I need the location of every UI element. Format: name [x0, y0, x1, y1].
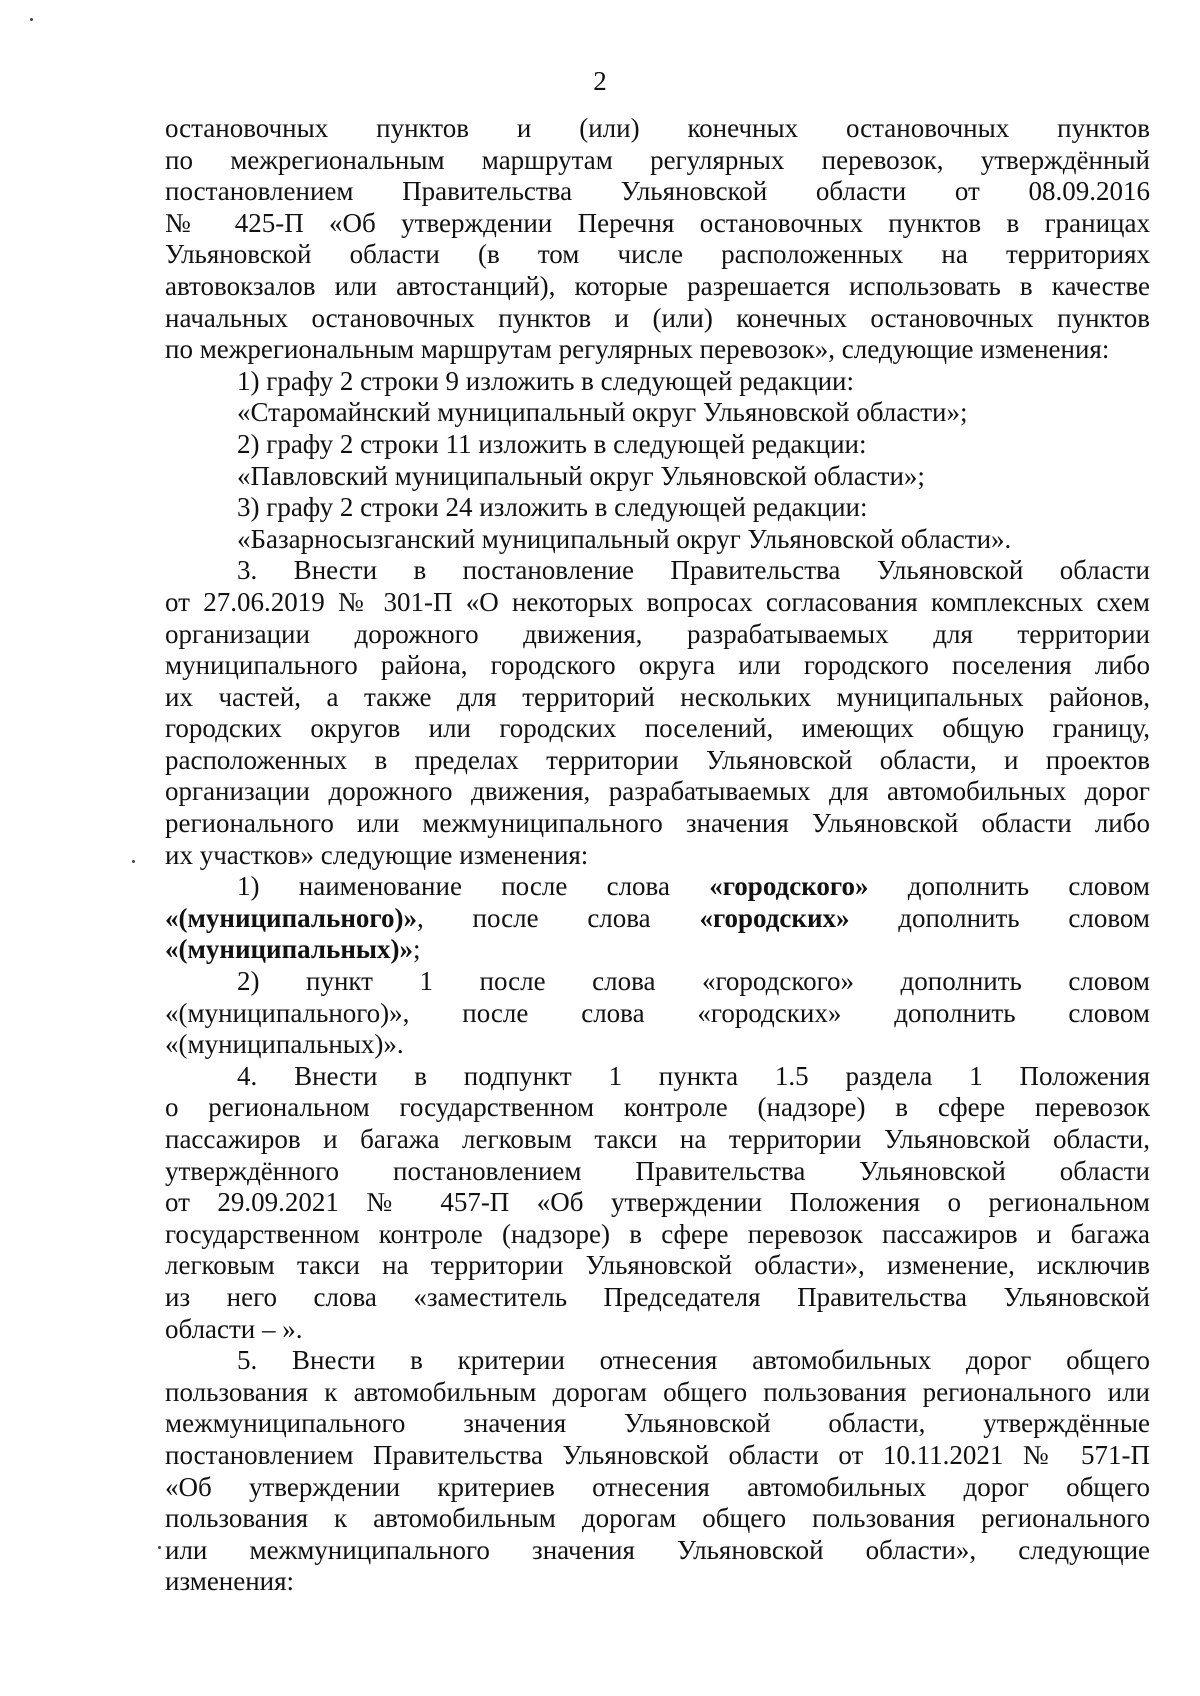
text-line: пользования к автомобильным дорогам общего пользования регионального или — [165, 1376, 1150, 1407]
bold-text: «(муниципальных)» — [165, 934, 413, 965]
bold-text: «городских» — [699, 902, 850, 933]
list-item-text: «Старомайнский муниципальный округ Ульяновской области»; — [237, 397, 968, 428]
text-line: по межрегиональным маршрутам регулярных перевозок», следующие изменения: — [165, 334, 1110, 365]
text-line: или межмуниципального значения Ульяновской области», следующие — [165, 1534, 1150, 1565]
text-line: из него слова «заместитель Председателя Правительства Ульяновской — [165, 1281, 1150, 1312]
text-line: организации дорожного движения, разрабатываемых для территории — [165, 618, 1150, 649]
list-item: 2) графу 2 строки 11 изложить в следующей редакции: — [237, 428, 867, 459]
text-line: пассажиров и багажа легковым такси на территории Ульяновской области, — [165, 1124, 1150, 1154]
text-line: № 425-П «Об утверждении Перечня остановочных пунктов в границах — [165, 207, 1150, 238]
text-line: расположенных в пределах территории Ульяновской области, и проектов — [165, 744, 1150, 775]
text-span: , после слова — [416, 902, 700, 933]
text-line: автовокзалов или автостанций), которые разрешается использовать в качестве — [165, 270, 1150, 301]
list-item: 3) графу 2 строки 24 изложить в следующей редакции: — [237, 492, 868, 523]
text-line: постановлением Правительства Ульяновской области от 10.11.2021 № 571-П — [165, 1439, 1150, 1470]
text-line — [165, 903, 1150, 935]
list-item-text: «Павловский муниципальный округ Ульяновской области»; — [237, 460, 925, 491]
text-line: муниципального района, городского округа или городского поселения либо — [165, 650, 1150, 681]
text-line: легковым такси на территории Ульяновской области», изменение, исключив — [165, 1250, 1150, 1281]
text-line: Ульяновской области (в том числе расположенных на территориях — [165, 239, 1150, 270]
text-line: постановлением Правительства Ульяновской области от 08.09.2016 — [165, 176, 1150, 207]
text-line: по межрегиональным маршрутам регулярных перевозок, утверждённый — [165, 144, 1150, 175]
list-item — [165, 871, 1150, 903]
document-body — [165, 113, 1150, 1598]
bold-text: «городского» — [709, 871, 869, 902]
text-line: утверждённого постановлением Правительства Ульяновской области — [165, 1155, 1150, 1186]
list-item: 2) пункт 1 после слова «городского» дополнить словом — [237, 966, 1150, 997]
text-span: ; — [412, 934, 421, 965]
text-line: государственном контроле (надзоре) в сфере перевозок пассажиров и багажа — [165, 1218, 1150, 1249]
text-line: регионального или межмуниципального значения Ульяновской области либо — [165, 808, 1150, 839]
scan-speck — [132, 860, 135, 863]
text-line: остановочных пунктов и (или) конечных остановочных пунктов — [165, 113, 1150, 143]
text-line — [165, 934, 1150, 966]
text-line: от 27.06.2019 № 301-П «О некоторых вопросах согласования комплексных схем — [165, 586, 1150, 617]
page-number: 2 — [593, 66, 607, 96]
text-line: о региональном государственном контроле (надзоре) в сфере перевозок — [165, 1092, 1150, 1123]
text-line: «Об утверждении критериев отнесения автомобильных дорог общего — [165, 1471, 1150, 1502]
section-3-heading-line: 3. Внести в постановление Правительства Ульяновской области — [237, 555, 1150, 586]
text-line: пользования к автомобильным дорогам общего пользования регионального — [165, 1503, 1150, 1534]
text-line: городских округов или городских поселений, имеющих общую границу, — [165, 713, 1150, 744]
list-item-text: «Базарносызганский муниципальный округ Ульяновской области». — [237, 523, 1012, 554]
text-line: изменения: — [165, 1566, 295, 1597]
list-item: 1) графу 2 строки 9 изложить в следующей редакции: — [237, 365, 854, 396]
text-line: области – ». — [165, 1313, 303, 1344]
text-line: «(муниципального)», после слова «городских» дополнить словом — [165, 997, 1150, 1028]
scan-speck — [158, 1546, 161, 1549]
text-line: их частей, а также для территорий нескольких муниципальных районов, — [165, 681, 1150, 712]
text-line: «(муниципальных)». — [165, 1029, 404, 1060]
text-span: 1) наименование после слова — [237, 871, 710, 902]
text-line: межмуниципального значения Ульяновской области, утверждённые — [165, 1408, 1150, 1439]
section-5-heading-line: 5. Внести в критерии отнесения автомобильных дорог общего — [237, 1345, 1150, 1376]
text-span: дополнить словом — [849, 902, 1150, 933]
text-line: организации дорожного движения, разрабатываемых для автомобильных дорог — [165, 776, 1150, 807]
text-line: от 29.09.2021 № 457-П «Об утверждении Положения о региональном — [165, 1187, 1150, 1218]
scan-speck — [30, 18, 33, 21]
section-4-heading-line: 4. Внести в подпункт 1 пункта 1.5 раздела 1 Положения — [237, 1060, 1150, 1091]
text-line: начальных остановочных пунктов и (или) конечных остановочных пунктов — [165, 302, 1150, 333]
text-line: их участков» следующие изменения: — [165, 839, 589, 870]
text-span: дополнить словом — [868, 871, 1150, 902]
bold-text: «(муниципального)» — [165, 902, 417, 933]
